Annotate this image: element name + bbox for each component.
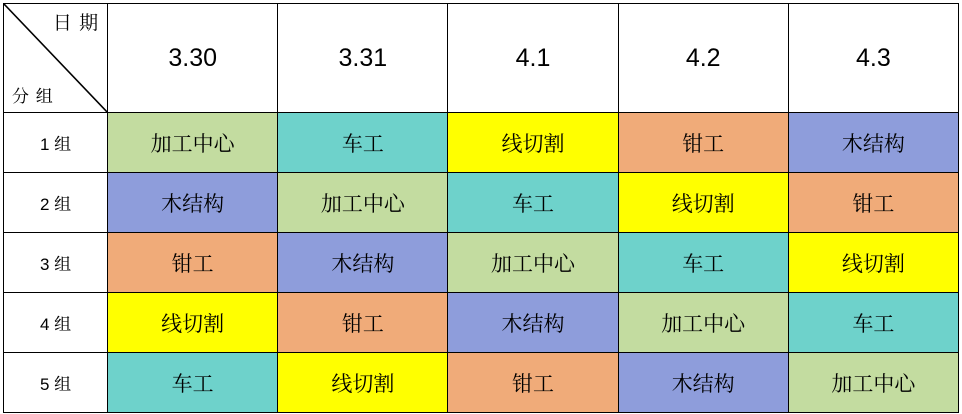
schedule-cell: 线切割 <box>108 293 278 353</box>
schedule-cell: 车工 <box>788 293 958 353</box>
table-row <box>4 113 959 173</box>
schedule-cell: 线切割 <box>618 173 788 233</box>
schedule-cell: 钳工 <box>108 233 278 293</box>
rotation-schedule-table <box>3 3 959 413</box>
schedule-cell: 木结构 <box>448 293 618 353</box>
schedule-cell: 钳工 <box>618 113 788 173</box>
group-row-header: 3 组 <box>4 233 108 293</box>
date-column-header: 3.30 <box>108 4 278 113</box>
corner-header-cell <box>4 4 108 113</box>
schedule-cell: 加工中心 <box>448 233 618 293</box>
date-column-header: 4.3 <box>788 4 958 113</box>
group-row-header: 5 组 <box>4 353 108 413</box>
group-row-header: 4 组 <box>4 293 108 353</box>
schedule-table-container <box>0 3 962 414</box>
schedule-cell: 钳工 <box>278 293 448 353</box>
schedule-cell: 车工 <box>278 113 448 173</box>
schedule-cell: 线切割 <box>448 113 618 173</box>
schedule-cell: 线切割 <box>278 353 448 413</box>
group-row-header: 2 组 <box>4 173 108 233</box>
table-row <box>4 353 959 413</box>
group-row-header: 1 组 <box>4 113 108 173</box>
table-row <box>4 233 959 293</box>
table-row <box>4 173 959 233</box>
table-header-row <box>4 4 959 113</box>
schedule-cell: 车工 <box>108 353 278 413</box>
schedule-cell: 加工中心 <box>108 113 278 173</box>
date-column-header: 4.1 <box>448 4 618 113</box>
schedule-cell: 加工中心 <box>788 353 958 413</box>
schedule-cell: 钳工 <box>788 173 958 233</box>
schedule-cell: 加工中心 <box>278 173 448 233</box>
corner-group-label: 分 组 <box>12 87 54 106</box>
date-column-header: 3.31 <box>278 4 448 113</box>
date-column-header: 4.2 <box>618 4 788 113</box>
schedule-cell: 木结构 <box>788 113 958 173</box>
schedule-cell: 车工 <box>618 233 788 293</box>
schedule-cell: 木结构 <box>278 233 448 293</box>
schedule-cell: 木结构 <box>108 173 278 233</box>
table-row <box>4 293 959 353</box>
schedule-cell: 车工 <box>448 173 618 233</box>
schedule-cell: 线切割 <box>788 233 958 293</box>
schedule-cell: 钳工 <box>448 353 618 413</box>
corner-date-label: 日 期 <box>52 13 100 34</box>
schedule-cell: 木结构 <box>618 353 788 413</box>
schedule-cell: 加工中心 <box>618 293 788 353</box>
